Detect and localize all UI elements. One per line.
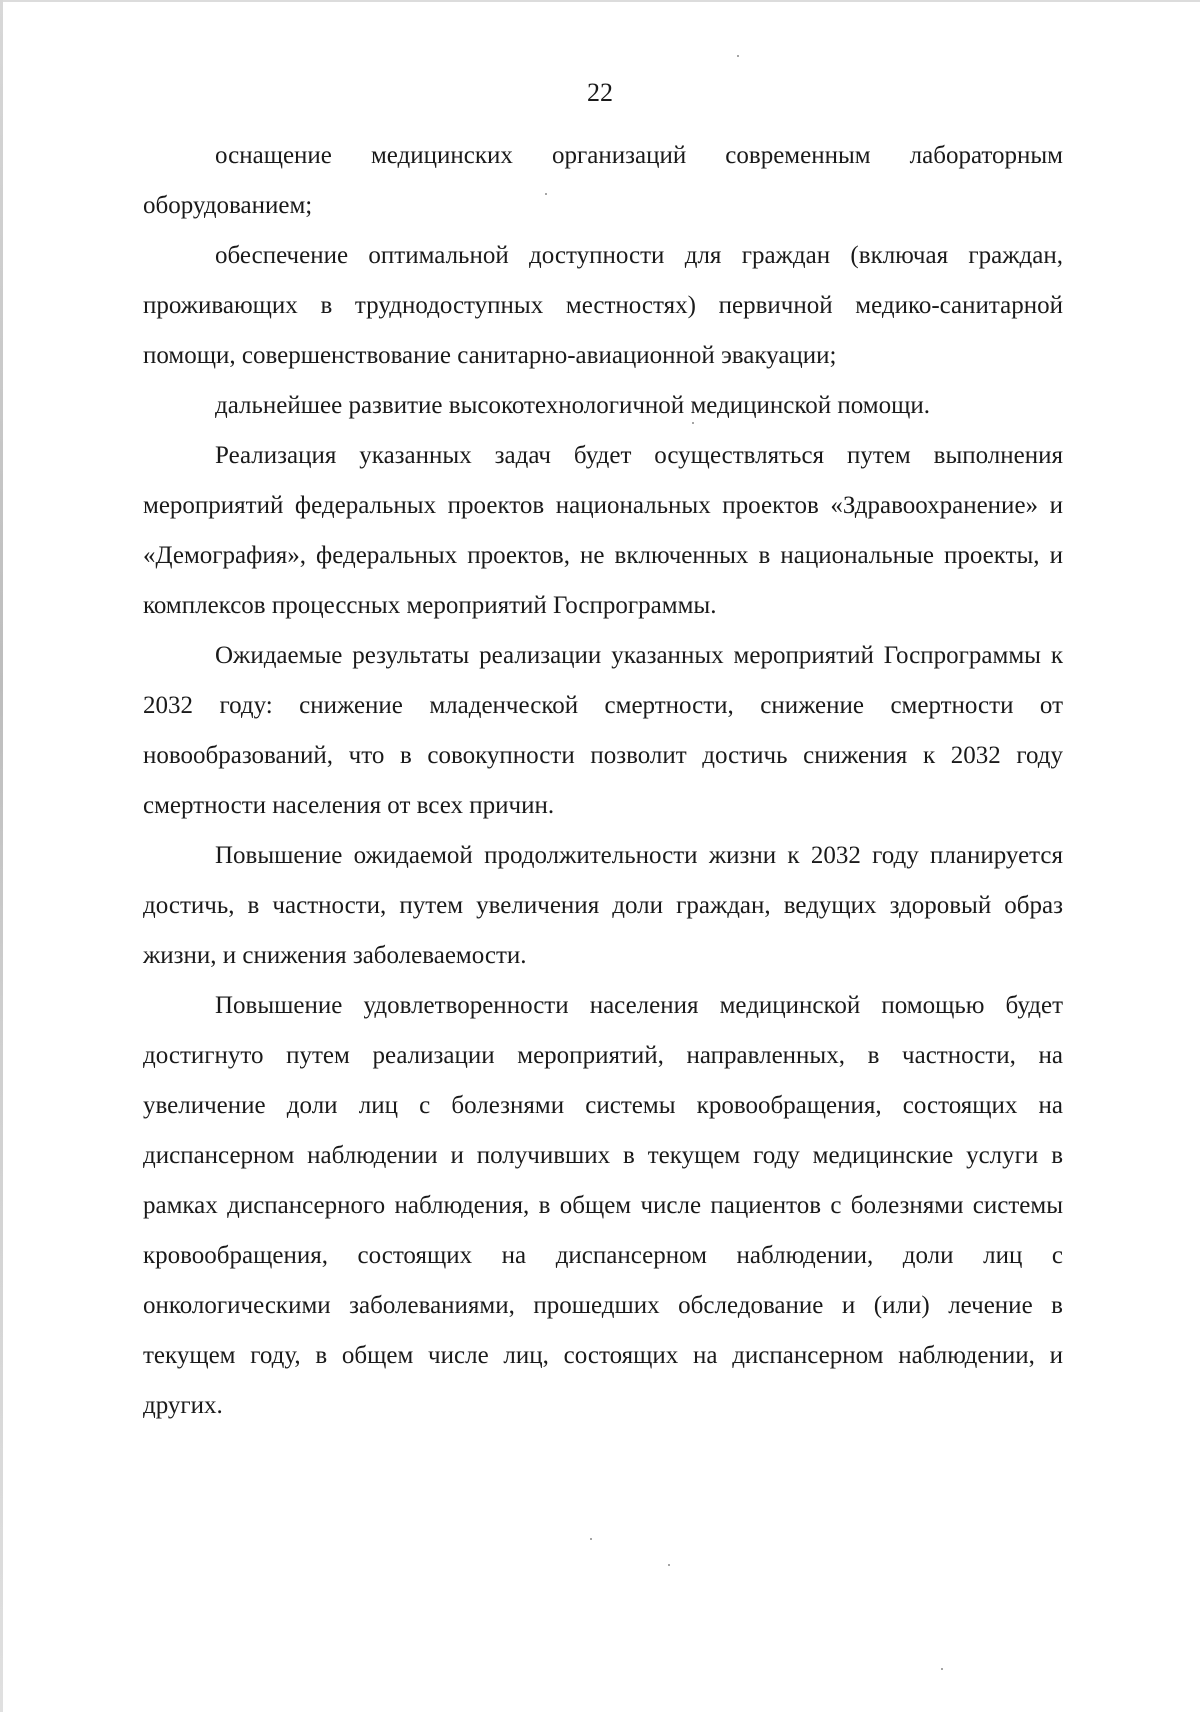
scan-speck <box>737 55 739 57</box>
scan-speck <box>692 422 694 424</box>
scan-speck <box>545 193 547 195</box>
scan-edge-top <box>0 0 1200 2</box>
scan-edge-left <box>0 0 3 1712</box>
document-body <box>143 131 1063 1431</box>
paragraph-expected-results: Ожидаемые результаты реализации указанных мероприятий Госпрограммы к 2032 году: снижение младенческой смертности, снижение смертности от новообразований, что в совокупности позволит достичь снижения к 2032 году смертности населения от всех причин. <box>143 642 1063 819</box>
scan-speck <box>668 1564 670 1566</box>
paragraph-lab-equipment: оснащение медицинских организаций современным лабораторным оборудованием; <box>143 142 1063 219</box>
paragraph-high-tech-care: дальнейшее развитие высокотехнологичной медицинской помощи. <box>215 392 930 419</box>
paragraph-life-expectancy: Повышение ожидаемой продолжительности жизни к 2032 году планируется достичь, в частности, путем увеличения доли граждан, ведущих здоровый образ жизни, и снижения заболеваемости. <box>143 842 1063 969</box>
scan-speck <box>590 1538 592 1540</box>
scan-speck <box>941 1668 943 1670</box>
page-number: 22 <box>587 78 613 107</box>
paragraph-primary-care-access: обеспечение оптимальной доступности для граждан (включая граждан, проживающих в труднодоступных местностях) первичной медико-санитарной помощи, совершенствование санитарно-авиационной эвакуации; <box>143 242 1063 369</box>
paragraph-implementation: Реализация указанных задач будет осуществляться путем выполнения мероприятий федеральных проектов национальных проектов «Здравоохранение» и «Демография», федеральных проектов, не включенных в национальные проекты, и комплексов процессных мероприятий Госпрограммы. <box>143 442 1063 619</box>
paragraph-satisfaction: Повышение удовлетворенности населения медицинской помощью будет достигнуто путем реализации мероприятий, направленных, в частности, на увеличение доли лиц с болезнями системы кровообращения, состоящих на диспансерном наблюдении и получивших в текущем году медицинские услуги в рамках диспансерного наблюдения, в общем числе пациентов с болезнями системы кровообращения, состоящих на диспансерном наблюдении, доли лиц с онкологическими заболеваниями, прошедших обследование и (или) лечение в текущем году, в общем числе лиц, состоящих на диспансерном наблюдении, и других. <box>143 992 1063 1419</box>
